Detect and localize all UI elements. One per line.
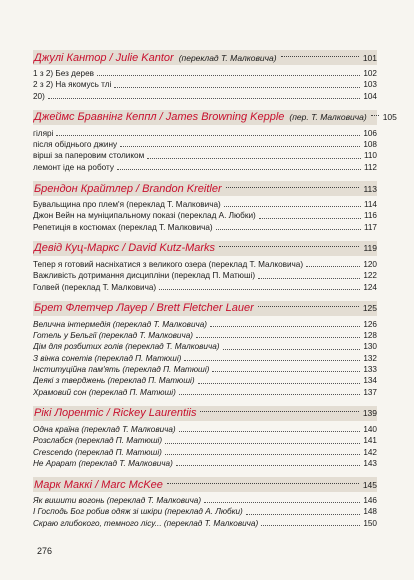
entry-page-number: 128 xyxy=(363,331,377,341)
dot-leader xyxy=(147,158,361,159)
author-name: Рікі Лорентіс / Rickey Laurentiis xyxy=(34,407,197,420)
entry-page-number: 108 xyxy=(363,140,377,150)
toc-entry[interactable] xyxy=(33,506,377,517)
entry-title: Джон Вейн на муніципальному показі (переклад А. Любки) xyxy=(33,211,256,221)
entry-title: Як вишити вогонь (переклад Т. Малковича) xyxy=(33,496,202,506)
toc-entry[interactable] xyxy=(33,91,377,102)
entry-page-number: 116 xyxy=(363,211,377,221)
dot-leader xyxy=(204,502,360,503)
entry-page-number: 102 xyxy=(363,69,377,78)
toc-entry[interactable] xyxy=(33,139,377,150)
entry-page-number: 132 xyxy=(363,353,377,363)
author-heading[interactable] xyxy=(33,181,377,196)
dot-leader xyxy=(184,360,360,361)
toc-entry[interactable] xyxy=(33,222,377,233)
dot-leader xyxy=(371,115,379,116)
entry-title: 20) xyxy=(33,91,45,101)
toc-section xyxy=(33,50,377,102)
entry-title: Велична інтермедія (переклад Т. Малковича) xyxy=(33,319,208,329)
author-heading[interactable] xyxy=(33,301,377,316)
dot-leader xyxy=(259,218,361,219)
entry-page-number: 120 xyxy=(363,259,377,269)
toc-entry[interactable] xyxy=(33,341,377,352)
entry-title: Не Арарат (переклад Т. Малковича) xyxy=(33,458,173,468)
entry-title: Репетиція в костюмах (переклад Т. Малковича) xyxy=(33,222,213,232)
dot-leader xyxy=(120,146,360,147)
entry-page-number: 134 xyxy=(363,376,377,386)
author-heading[interactable] xyxy=(33,110,397,125)
dot-leader xyxy=(114,87,360,88)
dot-leader xyxy=(216,229,361,230)
toc-entry[interactable] xyxy=(33,128,377,139)
entry-page-number: 142 xyxy=(363,447,377,457)
entry-title: гілярі xyxy=(33,128,54,138)
table-of-contents xyxy=(33,50,397,537)
dot-leader xyxy=(48,98,360,99)
translator-note: (переклад Т. Малковича) xyxy=(178,52,277,63)
dot-leader xyxy=(179,431,361,432)
toc-section xyxy=(33,181,377,233)
page-number: 276 xyxy=(37,546,53,556)
toc-section xyxy=(33,110,397,173)
toc-entry[interactable] xyxy=(33,375,377,386)
entry-page-number: 104 xyxy=(363,91,377,101)
entry-title: Храмовий сон (переклад П. Матюші) xyxy=(33,387,176,397)
dot-leader xyxy=(179,394,361,395)
toc-entry[interactable] xyxy=(33,210,377,221)
entry-title: Готель у Бельгії (переклад Т. Малковича) xyxy=(33,331,194,341)
entry-page-number: 106 xyxy=(363,128,377,138)
toc-entry[interactable] xyxy=(33,68,377,79)
entry-title: 2 з 2) На якомусь тлі xyxy=(33,80,112,90)
entry-page-number: 141 xyxy=(363,436,377,446)
dot-leader xyxy=(159,289,360,290)
entry-page-number: 117 xyxy=(363,222,377,232)
entry-title: 1 з 2) Без дерев xyxy=(33,69,94,78)
toc-section xyxy=(33,301,377,398)
dot-leader xyxy=(223,349,361,350)
author-name: Брет Флетчер Лауер / Brett Fletcher Lauer xyxy=(34,302,254,315)
translator-note: (пер. Т. Малковича) xyxy=(289,112,367,123)
dot-leader xyxy=(97,75,360,76)
entry-title: лемонт іде на роботу xyxy=(33,162,114,172)
entry-title: Crescendo (переклад П. Матюші) xyxy=(33,447,162,457)
toc-entry[interactable] xyxy=(33,150,377,161)
entry-title: Деякі з тверджень (переклад П. Матюші) xyxy=(33,376,195,386)
toc-entry[interactable] xyxy=(33,319,377,330)
entry-page-number: 114 xyxy=(363,200,377,210)
dot-leader xyxy=(200,411,358,412)
toc-section xyxy=(33,241,377,293)
section-page-number: 125 xyxy=(362,303,377,314)
toc-entry[interactable] xyxy=(33,162,377,173)
toc-entry[interactable] xyxy=(33,79,377,90)
toc-entry[interactable] xyxy=(33,387,377,398)
section-page-number: 145 xyxy=(362,479,377,490)
dot-leader xyxy=(258,306,359,307)
author-name: Брендон Крайтлер / Brandon Kreitler xyxy=(34,182,222,195)
entry-title: Інституційна пам'ять (переклад П. Матюші) xyxy=(33,365,210,375)
dot-leader xyxy=(258,278,360,279)
entry-title: Голвей (переклад Т. Малковича) xyxy=(33,282,157,292)
entry-title: З вінка сонетів (переклад П. Матюші) xyxy=(33,353,182,363)
entry-title: Дім для розбитих голів (переклад Т. Малковича) xyxy=(33,342,220,352)
author-name: Джеймс Бравнінг Кеппл / James Browning Kepple xyxy=(34,111,285,124)
entry-page-number: 110 xyxy=(363,151,377,161)
author-heading[interactable] xyxy=(33,406,377,421)
entry-page-number: 137 xyxy=(363,387,377,397)
dot-leader xyxy=(226,187,360,188)
dot-leader xyxy=(176,465,361,466)
dot-leader xyxy=(198,383,361,384)
entry-page-number: 112 xyxy=(363,162,377,172)
toc-entry[interactable] xyxy=(33,435,377,446)
author-name: Девід Куц-Маркс / David Kutz-Marks xyxy=(34,242,216,255)
entry-page-number: 126 xyxy=(363,319,377,329)
entry-page-number: 122 xyxy=(363,271,377,281)
author-heading[interactable] xyxy=(33,477,377,492)
entry-title: після обіднього джину xyxy=(33,140,118,150)
entry-page-number: 103 xyxy=(363,80,377,90)
toc-entry[interactable] xyxy=(33,330,377,341)
toc-entry[interactable] xyxy=(33,458,377,469)
entry-title: Скраю глибокого, темного лісу... (переклад Т. Малковича) xyxy=(33,518,259,528)
toc-entry[interactable] xyxy=(33,364,377,375)
dot-leader xyxy=(281,56,359,57)
entry-title: Важливість дотримання дисципліни (переклад П. Матюші) xyxy=(33,271,256,281)
toc-entry[interactable] xyxy=(33,447,377,458)
dot-leader xyxy=(165,443,360,444)
dot-leader xyxy=(219,246,359,247)
dot-leader xyxy=(56,135,360,136)
dot-leader xyxy=(224,206,361,207)
toc-entry[interactable] xyxy=(33,424,377,435)
entry-title: Розслабся (переклад П. Матюші) xyxy=(33,436,163,446)
author-name: Марк Маккі / Marc McKee xyxy=(34,478,163,491)
entry-page-number: 150 xyxy=(363,518,377,528)
section-page-number: 113 xyxy=(363,183,377,194)
entry-title: Тепер я готовий насніхатися з великого озера (переклад Т. Малковича) xyxy=(33,259,304,269)
author-name: Джулі Кантор / Julie Kantor xyxy=(34,51,174,64)
dot-leader xyxy=(306,266,360,267)
entry-page-number: 143 xyxy=(363,458,377,468)
section-page-number: 119 xyxy=(363,243,377,254)
entry-page-number: 140 xyxy=(363,424,377,434)
dot-leader xyxy=(167,483,359,484)
dot-leader xyxy=(165,454,360,455)
toc-entry[interactable] xyxy=(33,495,377,506)
dot-leader xyxy=(261,525,360,526)
dot-leader xyxy=(246,514,361,515)
section-page-number: 101 xyxy=(362,52,377,63)
toc-entry[interactable] xyxy=(33,270,377,281)
entry-page-number: 124 xyxy=(363,282,377,292)
toc-entry[interactable] xyxy=(33,199,377,210)
toc-entry[interactable] xyxy=(33,353,377,364)
entry-page-number: 133 xyxy=(363,365,377,375)
entry-title: Одна країна (переклад Т. Малковича) xyxy=(33,424,176,434)
dot-leader xyxy=(210,326,360,327)
author-heading[interactable] xyxy=(33,50,377,65)
section-page-number: 105 xyxy=(382,112,397,123)
toc-entry[interactable] xyxy=(33,259,377,270)
toc-section xyxy=(33,477,377,529)
entry-page-number: 148 xyxy=(363,507,377,517)
entry-title: І Господь Бог робив одяж зі шкіри (переклад А. Любки) xyxy=(33,507,243,517)
dot-leader xyxy=(212,371,360,372)
toc-section xyxy=(33,406,377,469)
dot-leader xyxy=(117,169,361,170)
dot-leader xyxy=(196,337,360,338)
toc-entry[interactable] xyxy=(33,282,377,293)
author-heading[interactable] xyxy=(33,241,377,256)
entry-page-number: 146 xyxy=(363,496,377,506)
entry-page-number: 130 xyxy=(363,342,377,352)
entry-title: Бувальщина про плем'я (переклад Т. Малковича) xyxy=(33,200,221,210)
section-page-number: 139 xyxy=(362,408,377,419)
toc-entry[interactable] xyxy=(33,518,377,529)
entry-title: вірші за паперовим столиком xyxy=(33,151,145,161)
